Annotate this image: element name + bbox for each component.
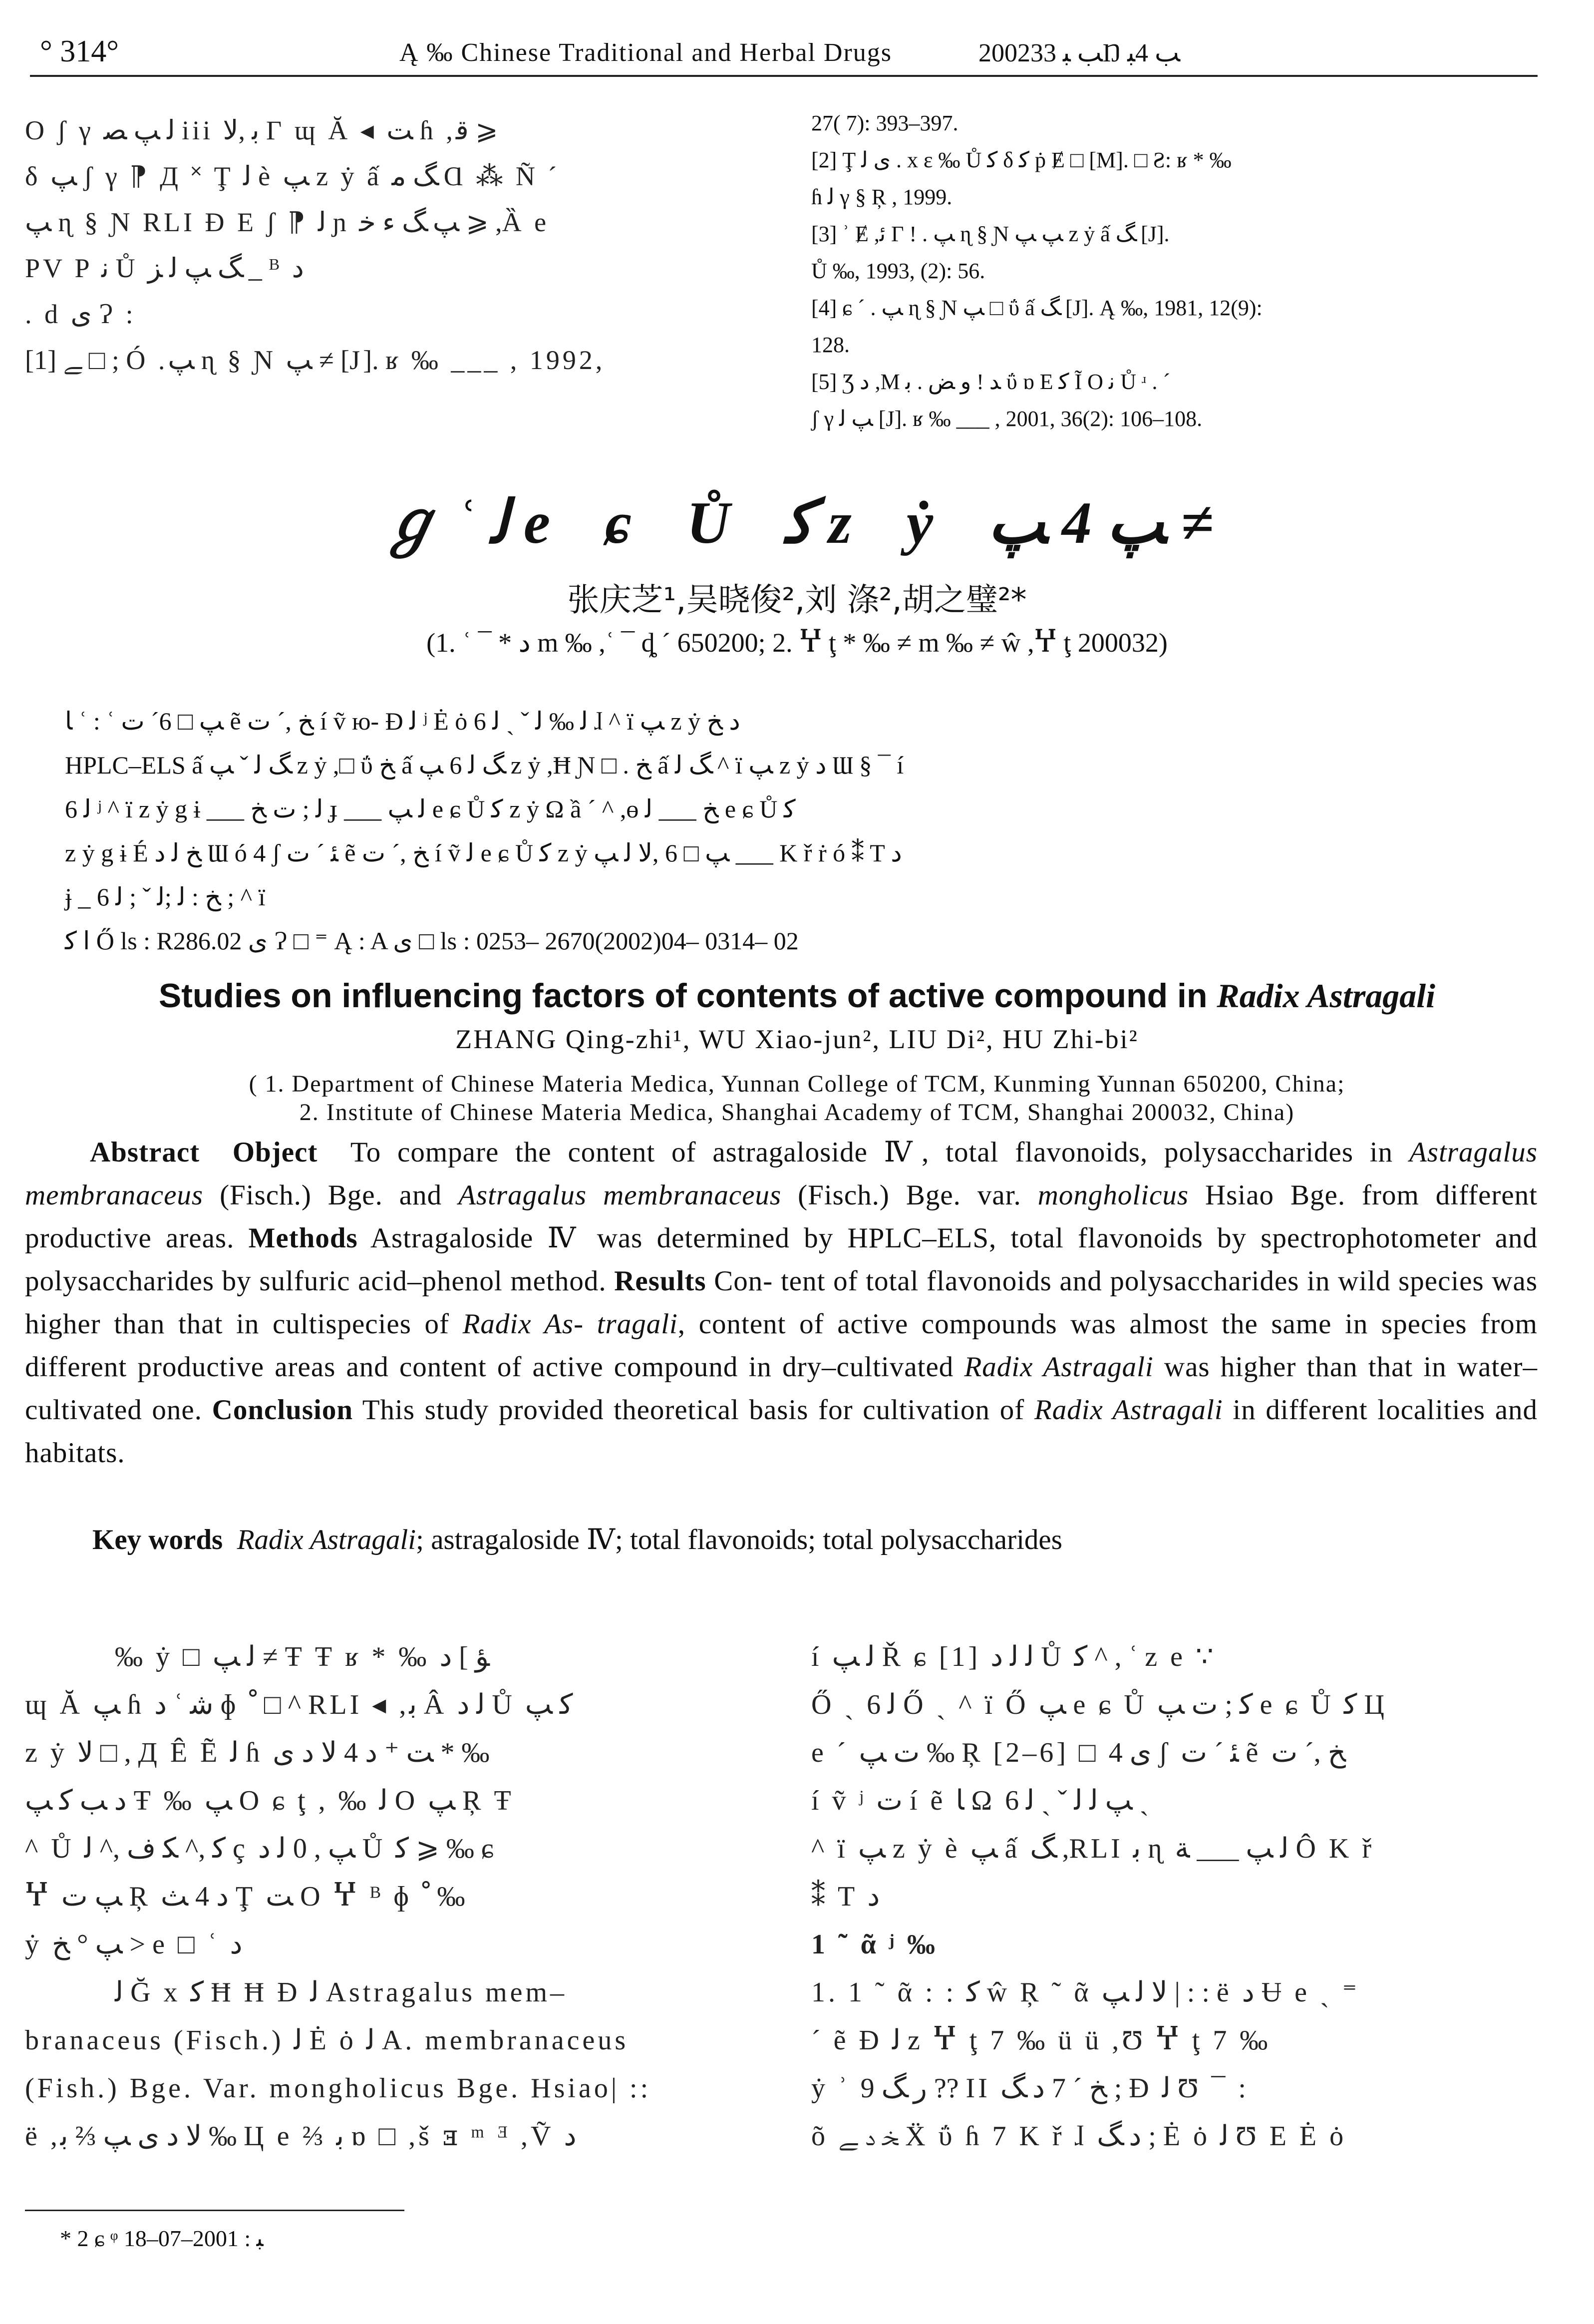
- species-name: Radix Astragali: [1034, 1394, 1223, 1426]
- body-line: ﺩ ﺐ ﮐ ﭗ Ŧ ‰ ﭗ O ɕ ţ , ‰ ﻟ O ﭗ Ŗ Ŧ: [25, 1785, 514, 1816]
- species-name: tragali: [597, 1308, 678, 1340]
- conclusion-text: This study provided theoretical basis for cultivation of: [353, 1394, 1034, 1426]
- body-line: Ⴤ ﭗ ﺕ Ŗ ﺩ 4 ﺚ Ţ ﺖ O Ⴤ ᴮ ɸ ﹾ ‰: [25, 1881, 465, 1912]
- page-number: ° 314°: [40, 34, 119, 68]
- body-line: õ ﺨ ﺩ ﮯ Ẍ ΰ ɦ 7 K ř ɺ ﺩ ﮓ ; Ė ȯ ﻟ Ʊ E Ė ȯ: [811, 2121, 1347, 2152]
- abstract-cn: [65, 699, 1513, 963]
- affiliation-en-2: 2. Institute of Chinese Materia Medica, Shanghai Academy of TCM, Shanghai 200032, China): [299, 1099, 1295, 1126]
- body-line: ɰ Ă ﭗ ɦ ﺩ ʿ ﺷ ɸ ﹾ □ ^ RLI ◂ ,ﺑ Â ﻟ ﺩ Ů ﮐ ﭗ: [25, 1689, 573, 1720]
- article-title-cn: ℊ ʿ ﻟ e ɕ Ů ﮐ z ẏ ﭗ 4 ﭗ ≠: [380, 489, 1214, 556]
- abstract-cn-line: ﺎ ʿ : ʿ ﭗ □ 6ˊ ﺕ ẽ ﺦ ,ˊ ﺕ í ṽ ю‑ Ɖ ﻟ ʲ Ė ȯ ﻟ ‰ ﻟ ˇ ˎ ﻟ 6 ɺ ^ ï ﭗ z ẏ ﺩ ﺦ: [65, 707, 740, 735]
- footnote: * 2 ɕ ᵠ ﺒ : 2001–07–18: [60, 2226, 264, 2251]
- reference-item: Ů ‰, 1993, (2): 56.: [811, 259, 985, 283]
- classification-line: ﺍ ﮐ Ő ls : R286.02 ﻯ Ɂ □ ⁼ Ą : A ﻯ □ ls : 0253– 2670(2002)04– 0314– 02: [65, 927, 799, 955]
- abstract-text: total flavonoids by spectrophotometer and polysaccharides by sulfuric acid–phenol method.: [25, 1222, 1538, 1297]
- body-column-left: [25, 1633, 779, 2160]
- abstract-text: was higher than that in water–cultivated one.: [25, 1351, 1538, 1426]
- conclusion-text: in different localities: [1223, 1394, 1486, 1426]
- body-line: ë ,ﻻ ﺩ ﻯ ﭗ ⅔ ﺑ ‰ Ц e ⅔ ﺑ ɒ □ ,š ⱻ ᵐ ᴲ ,Ṽ ﺩ: [25, 2121, 577, 2152]
- species-name: Radix As-: [462, 1308, 584, 1340]
- journal-title: Ą ‰ Chinese Traditional and Herbal Drugs: [399, 38, 893, 67]
- text-line: O ʃ γ ﻟ ﭗ ﺼ iii ﺑ ,ﻻ Γ ɰ Ă ◂ ﺖ ɦ ,ﻗ ⩾: [25, 115, 498, 145]
- keyword-term: Radix Astragali: [237, 1524, 416, 1555]
- reference-item: ɦ ﻟ γ § Ŗ , 1999.: [811, 185, 953, 209]
- body-line: í ﻟ ﭗ Ř ɕ [1] ﻟ ﻟ ﺩ Ů ﮐ ^ , ʿ z e ∵: [811, 1641, 1217, 1672]
- object-label: Object: [232, 1137, 318, 1168]
- keyword-list: ; astragaloside Ⅳ; total flavonoids; total polysaccharides: [416, 1524, 1062, 1555]
- text-line: PV P ﻧ Ů ﮓ ﭗ ﻟ ﺰ _ ᴮ ﺩ: [25, 253, 304, 283]
- reference-item: [1] ﮯ □ ; Ó .ﭗ ɳ § Ɲ ﭗ ≠ [J]. ʁ ‰ ___ , 1992,: [25, 345, 606, 375]
- previous-article-left: [25, 107, 774, 383]
- body-line: í ṽ ʲ ﺕ í ẽ ﺎ Ω ﭗ ﻟ ﻟ ˇ ˎ ﻟ 6 ˎ: [811, 1785, 1149, 1816]
- methods-text: Astragaloside Ⅳ was determined by HPLC–ELS,: [357, 1222, 997, 1254]
- text-line: δ ﭗ ʃ γ ⁋ Д ˟ Ţ ﻟ è ﭗ z ẏ ấ ﮓ ﻣ Ɑ ⁂ Ñ ˊ: [25, 161, 560, 191]
- affiliation-cn: (1. ʿ ¯ * ﺩ m ‰ ,ʿ ¯ ȡ ˊ 650200; 2. Ⴤ ţ * ‰ ≠ m ‰ ≠ ŵ ,Ⴤ ţ 200032): [426, 628, 1168, 658]
- abstract-cn-line: ﻟ 6 ʲ ^ ï z ẏ g ɨ ___ ﻟ ; ﺕ ﺦ ɟ ___ ﻟ ﭗ e ɕ Ů ﮐ z ẏ Ω ầ ˊ ^ ,ɵ ﺦ ___ ﻟ e ɕ Ů ﮐ: [65, 795, 796, 823]
- abstract-text: tent of total flavonoids and polysaccharides in wild species was higher than that in cultispecies of: [25, 1265, 1538, 1340]
- body-line: ˊ ẽ Ɖ ﻟ z Ⴤ ţ 7 ‰ ü ü ,Ʊ Ⴤ ţ 7 ‰: [811, 2025, 1271, 2056]
- species-name: Astragalus membranaceus: [25, 1137, 1538, 1211]
- abstract-text: content of active compound in dry–cultivated: [399, 1351, 964, 1383]
- body-line: ﻟ Ğ x ﮐ Ħ Ħ Ɖ ﻟ Astragalus mem–: [115, 1977, 568, 2008]
- species-variety: mongholicus: [1037, 1179, 1189, 1211]
- page-header: [30, 25, 1538, 77]
- abstract-cn-line: z ẏ g ɨ É ﺦ ﻟ ﺩ Ɯ ó 4 ʃ ﺌ ˊ ﺕ ẽ ﺦ ,ˊ ﺕ í ṽ ﻟ e ɕ Ů ﮐ z ẏ ﭗ □ 6 ,ﻻ ﻟ ﭗ ___ K ř ṙ ó ⁑ T ﺩ: [65, 839, 902, 867]
- body-line: ^ Ů ﮐ ,^ ﻜ ﻑ ,^ ﻟ ç ﭗ , 0 ﻟ ﺩ Ů ﮐ ⩾ ‰ ɕ: [25, 1833, 497, 1864]
- conclusion-label: Conclusion: [212, 1394, 353, 1426]
- article-title-en: [0, 976, 1594, 1016]
- authors-cn: 张庆芝¹,吴晓俊²,刘 涤²,胡之璧²*: [567, 582, 1027, 619]
- body-line: ‰ ẏ □ ﻟ ﭗ ≠ Ŧ Ŧ ʁ * ‰ ﺆ ] ﺩ: [115, 1641, 490, 1672]
- footnote-divider: [25, 2210, 404, 2211]
- body-line: ẏ ʾ ﺭ ﮓ 9 ?? II ﺦ ˊ 7 ﺩ ﮓ ; Ɖ ﻟ Ʊ ¯ :: [811, 2073, 1249, 2104]
- previous-article-references: [811, 105, 1560, 437]
- abstract-label: Abstract: [90, 1137, 200, 1168]
- abstract-text: (Fisch.) Bge. and: [203, 1179, 459, 1211]
- body-line: z ẏ ﻻ □ , Д Ê Ẽ ﻟ ɦ ﺖ ⁺ ﺩ 4 ﻻ ﺩ ﻯ * ‰: [25, 1737, 490, 1768]
- journal-volume: 2002ﺐ ﺒ 33Ŋ ﺐ 4ﺒ: [978, 39, 1181, 67]
- body-line: (Fish.) Bge. Var. mongholicus Bge. Hsiao| ::: [25, 2073, 651, 2104]
- title-en-italic: Radix Astragali: [1217, 977, 1436, 1015]
- abstract-text: Hsiao Bge. from different productive areas.: [25, 1179, 1538, 1254]
- object-text: To compare the content of astragaloside Ⅳ, total flavonoids, polysaccharides in: [350, 1137, 1393, 1168]
- body-line: ẏ ﭗ ° ﺦ > e □ ʿ ﺩ: [25, 1929, 243, 1960]
- reference-item: [2] Ţ ﯼ ﻟ . x ɛ ‰ Ů ﮐ δ ﮐ ṗ Ɇ □ [M]. □ Ƨ: ʁ * ‰: [811, 148, 1232, 172]
- body-line: ^ ï ﭗ z ẏ è ﭗ ấ ﮓ ,RLI ﺑ ɳ ﻟ ﭗ ___ ﺔ Ô K ř: [811, 1833, 1374, 1864]
- abstract-en: [25, 1131, 1538, 1475]
- keywords-cn: ɉ _ ﺦ : ﻟ ;ﻟ ˇ ; ﻟ 6 ; ^ ï: [65, 883, 266, 911]
- keywords-label: Key words: [92, 1524, 223, 1555]
- text-line: . d ﻯ Ɂ :: [25, 299, 136, 329]
- title-en-text: Studies on influencing factors of contents of active compound in: [158, 977, 1217, 1015]
- keywords-en: [92, 1523, 1062, 1556]
- reference-item: 128.: [811, 333, 850, 357]
- reference-item: [4] ɕ ˊ . ﭗ ɳ § Ɲ ﭗ □ ΰ ấ ﮓ [J]. Ą ‰, 1981, 12(9):: [811, 296, 1263, 320]
- results-label: Results: [614, 1265, 706, 1297]
- abstract-text: , content of active compounds was almost the same in species from different productive areas and: [25, 1308, 1538, 1383]
- species-name: Astragalus membranaceus: [458, 1179, 782, 1211]
- results-text: Con-: [706, 1265, 773, 1297]
- reference-item: ʃ γ ﭗ ﻟ [J]. ʁ ‰ ___ , 2001, 36(2): 106–108.: [811, 406, 1203, 431]
- body-line: Ő ˎ ﻟ 6 Ő ˎ ^ ï Ő ﭗ e ɕ Ů ﮐ ; ﺕ ﭗ e ɕ Ů ﮐ Ц: [811, 1689, 1387, 1720]
- body-line: e ˊ ﺕ ﭗ ‰ Ŗ [2–6] □ ﻯ 4 ʃ ﺌ ˊ ﺕ ẽ ﺦ ,ˊ ﺕ: [811, 1737, 1346, 1768]
- body-column-right: [811, 1633, 1560, 2160]
- species-name: Radix Astragali: [964, 1351, 1154, 1383]
- subsection-line: 1. 1 ˜ ᾶ : : ﮐ ŵ Ŗ ˜ ᾶ ﻻ ﻟ ﭗ | : : ë ﺩ Ʉ e ˎ ⁼: [811, 1977, 1360, 2008]
- text-line: ﭗ ɳ § Ɲ RLI Ɖ E ʃ ⁋ ﻟ ɲ ﭗ ﮓ ﺀ ﺧ ⩾ ,Ȁ e: [25, 207, 550, 237]
- affiliation-en-1: ( 1. Department of Chinese Materia Medica, Yunnan College of TCM, Kunming Yunnan 650200, China;: [249, 1071, 1345, 1097]
- abstract-cn-line: HPLC–ELS ấ ﮓ ﻟ ˇ ﭗ z ẏ ,□ ΰ ﺦ ấ ﮓ ﻟ 6 ﭗ z ẏ ,Ħ Ɲ □ . ﺦ ấ ﮓ ﻟ ^ ï ﭗ z ẏ ﺩ Ɯ § ¯ í: [65, 751, 904, 779]
- authors-en: ZHANG Qing-zhi¹, WU Xiao-jun², LIU Di², HU Zhi-bi²: [455, 1024, 1139, 1054]
- reference-item: 27( 7): 393–397.: [811, 111, 958, 135]
- abstract-text: and habitats.: [25, 1394, 1538, 1469]
- methods-label: Methods: [248, 1222, 358, 1254]
- reference-item: [5] Ʒ ﺩ ,M ﺪ ! ﻭ ﺾ . ﺑ ΰ ɒ E ﮐ Ĩ O ﻧ Ů ʴ . ˊ: [811, 370, 1171, 394]
- section-heading: 1 ˜ ᾶ ʲ ‰: [811, 1929, 939, 1960]
- body-line: ⁑ T ﺩ: [811, 1881, 880, 1912]
- abstract-text: (Fisch.) Bge. var.: [781, 1179, 1038, 1211]
- body-line: branaceus (Fisch.) ﻟ Ė ȯ ﻟ A. membranaceus: [25, 2025, 629, 2056]
- reference-item: [3] ʾ Ɇ ,ﺋ Γ ! . ﭗ ɳ § Ɲ ﭗ ﭗ z ẏ ấ ﮓ [J].: [811, 222, 1170, 246]
